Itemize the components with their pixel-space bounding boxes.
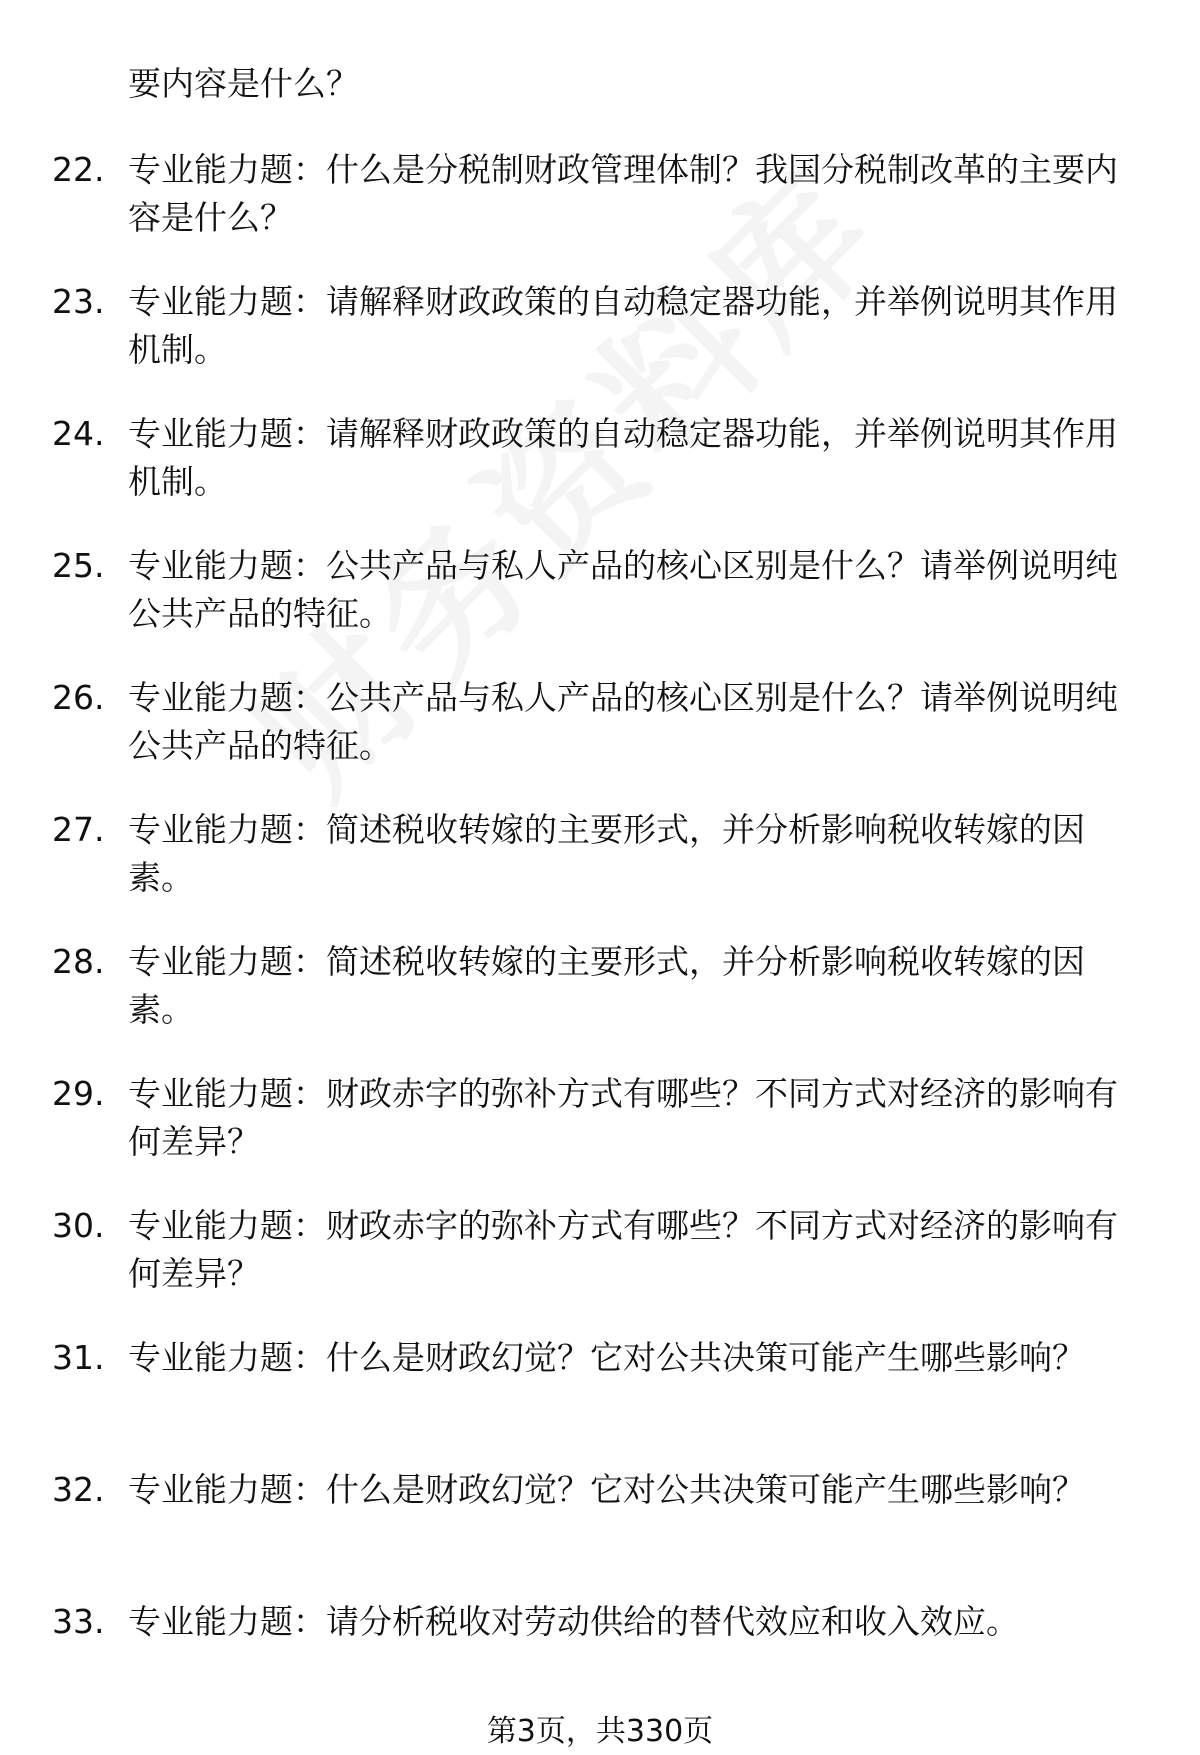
page-footer: 第3页，共330页 bbox=[486, 1714, 714, 1749]
question-number: 31. bbox=[52, 1338, 105, 1377]
question-number: 22. bbox=[52, 150, 105, 189]
question-text: 专业能力题：什么是分税制财政管理体制？我国分税制改革的主要内容是什么？ bbox=[128, 150, 1118, 237]
question-text: 专业能力题：公共产品与私人产品的核心区别是什么？请举例说明纯公共产品的特征。 bbox=[128, 678, 1118, 765]
question-item bbox=[0, 1070, 1200, 1202]
question-item bbox=[0, 674, 1200, 806]
question-item bbox=[0, 1598, 1200, 1730]
question-item bbox=[0, 146, 1200, 278]
question-item bbox=[0, 938, 1200, 1070]
question-item bbox=[0, 542, 1200, 674]
question-text: 专业能力题：简述税收转嫁的主要形式，并分析影响税收转嫁的因素。 bbox=[128, 810, 1085, 897]
question-number: 27. bbox=[52, 810, 105, 849]
continued-question-text: 要内容是什么？ bbox=[128, 64, 359, 103]
question-item bbox=[0, 410, 1200, 542]
question-number: 29. bbox=[52, 1074, 105, 1113]
question-item bbox=[0, 1202, 1200, 1334]
question-number: 25. bbox=[52, 546, 105, 585]
question-number: 33. bbox=[52, 1602, 105, 1641]
question-text: 专业能力题：什么是财政幻觉？它对公共决策可能产生哪些影响？ bbox=[128, 1338, 1085, 1377]
question-number: 26. bbox=[52, 678, 105, 717]
question-number: 28. bbox=[52, 942, 105, 981]
question-number: 23. bbox=[52, 282, 105, 321]
question-text: 专业能力题：请解释财政政策的自动稳定器功能，并举例说明其作用机制。 bbox=[128, 282, 1118, 369]
question-item bbox=[0, 1466, 1200, 1598]
question-text: 专业能力题：请分析税收对劳动供给的替代效应和收入效应。 bbox=[128, 1602, 1019, 1641]
question-number: 32. bbox=[52, 1470, 105, 1509]
question-item bbox=[0, 1334, 1200, 1466]
question-text: 专业能力题：财政赤字的弥补方式有哪些？不同方式对经济的影响有何差异？ bbox=[128, 1206, 1118, 1293]
question-text: 专业能力题：简述税收转嫁的主要形式，并分析影响税收转嫁的因素。 bbox=[128, 942, 1085, 1029]
question-number: 30. bbox=[52, 1206, 105, 1245]
question-text: 专业能力题：什么是财政幻觉？它对公共决策可能产生哪些影响？ bbox=[128, 1470, 1085, 1509]
question-item bbox=[0, 806, 1200, 938]
question-number: 24. bbox=[52, 414, 105, 453]
question-text: 专业能力题：请解释财政政策的自动稳定器功能，并举例说明其作用机制。 bbox=[128, 414, 1118, 501]
question-item bbox=[0, 278, 1200, 410]
question-text: 专业能力题：财政赤字的弥补方式有哪些？不同方式对经济的影响有何差异？ bbox=[128, 1074, 1118, 1161]
question-text: 专业能力题：公共产品与私人产品的核心区别是什么？请举例说明纯公共产品的特征。 bbox=[128, 546, 1118, 633]
question-list bbox=[0, 146, 1200, 1730]
